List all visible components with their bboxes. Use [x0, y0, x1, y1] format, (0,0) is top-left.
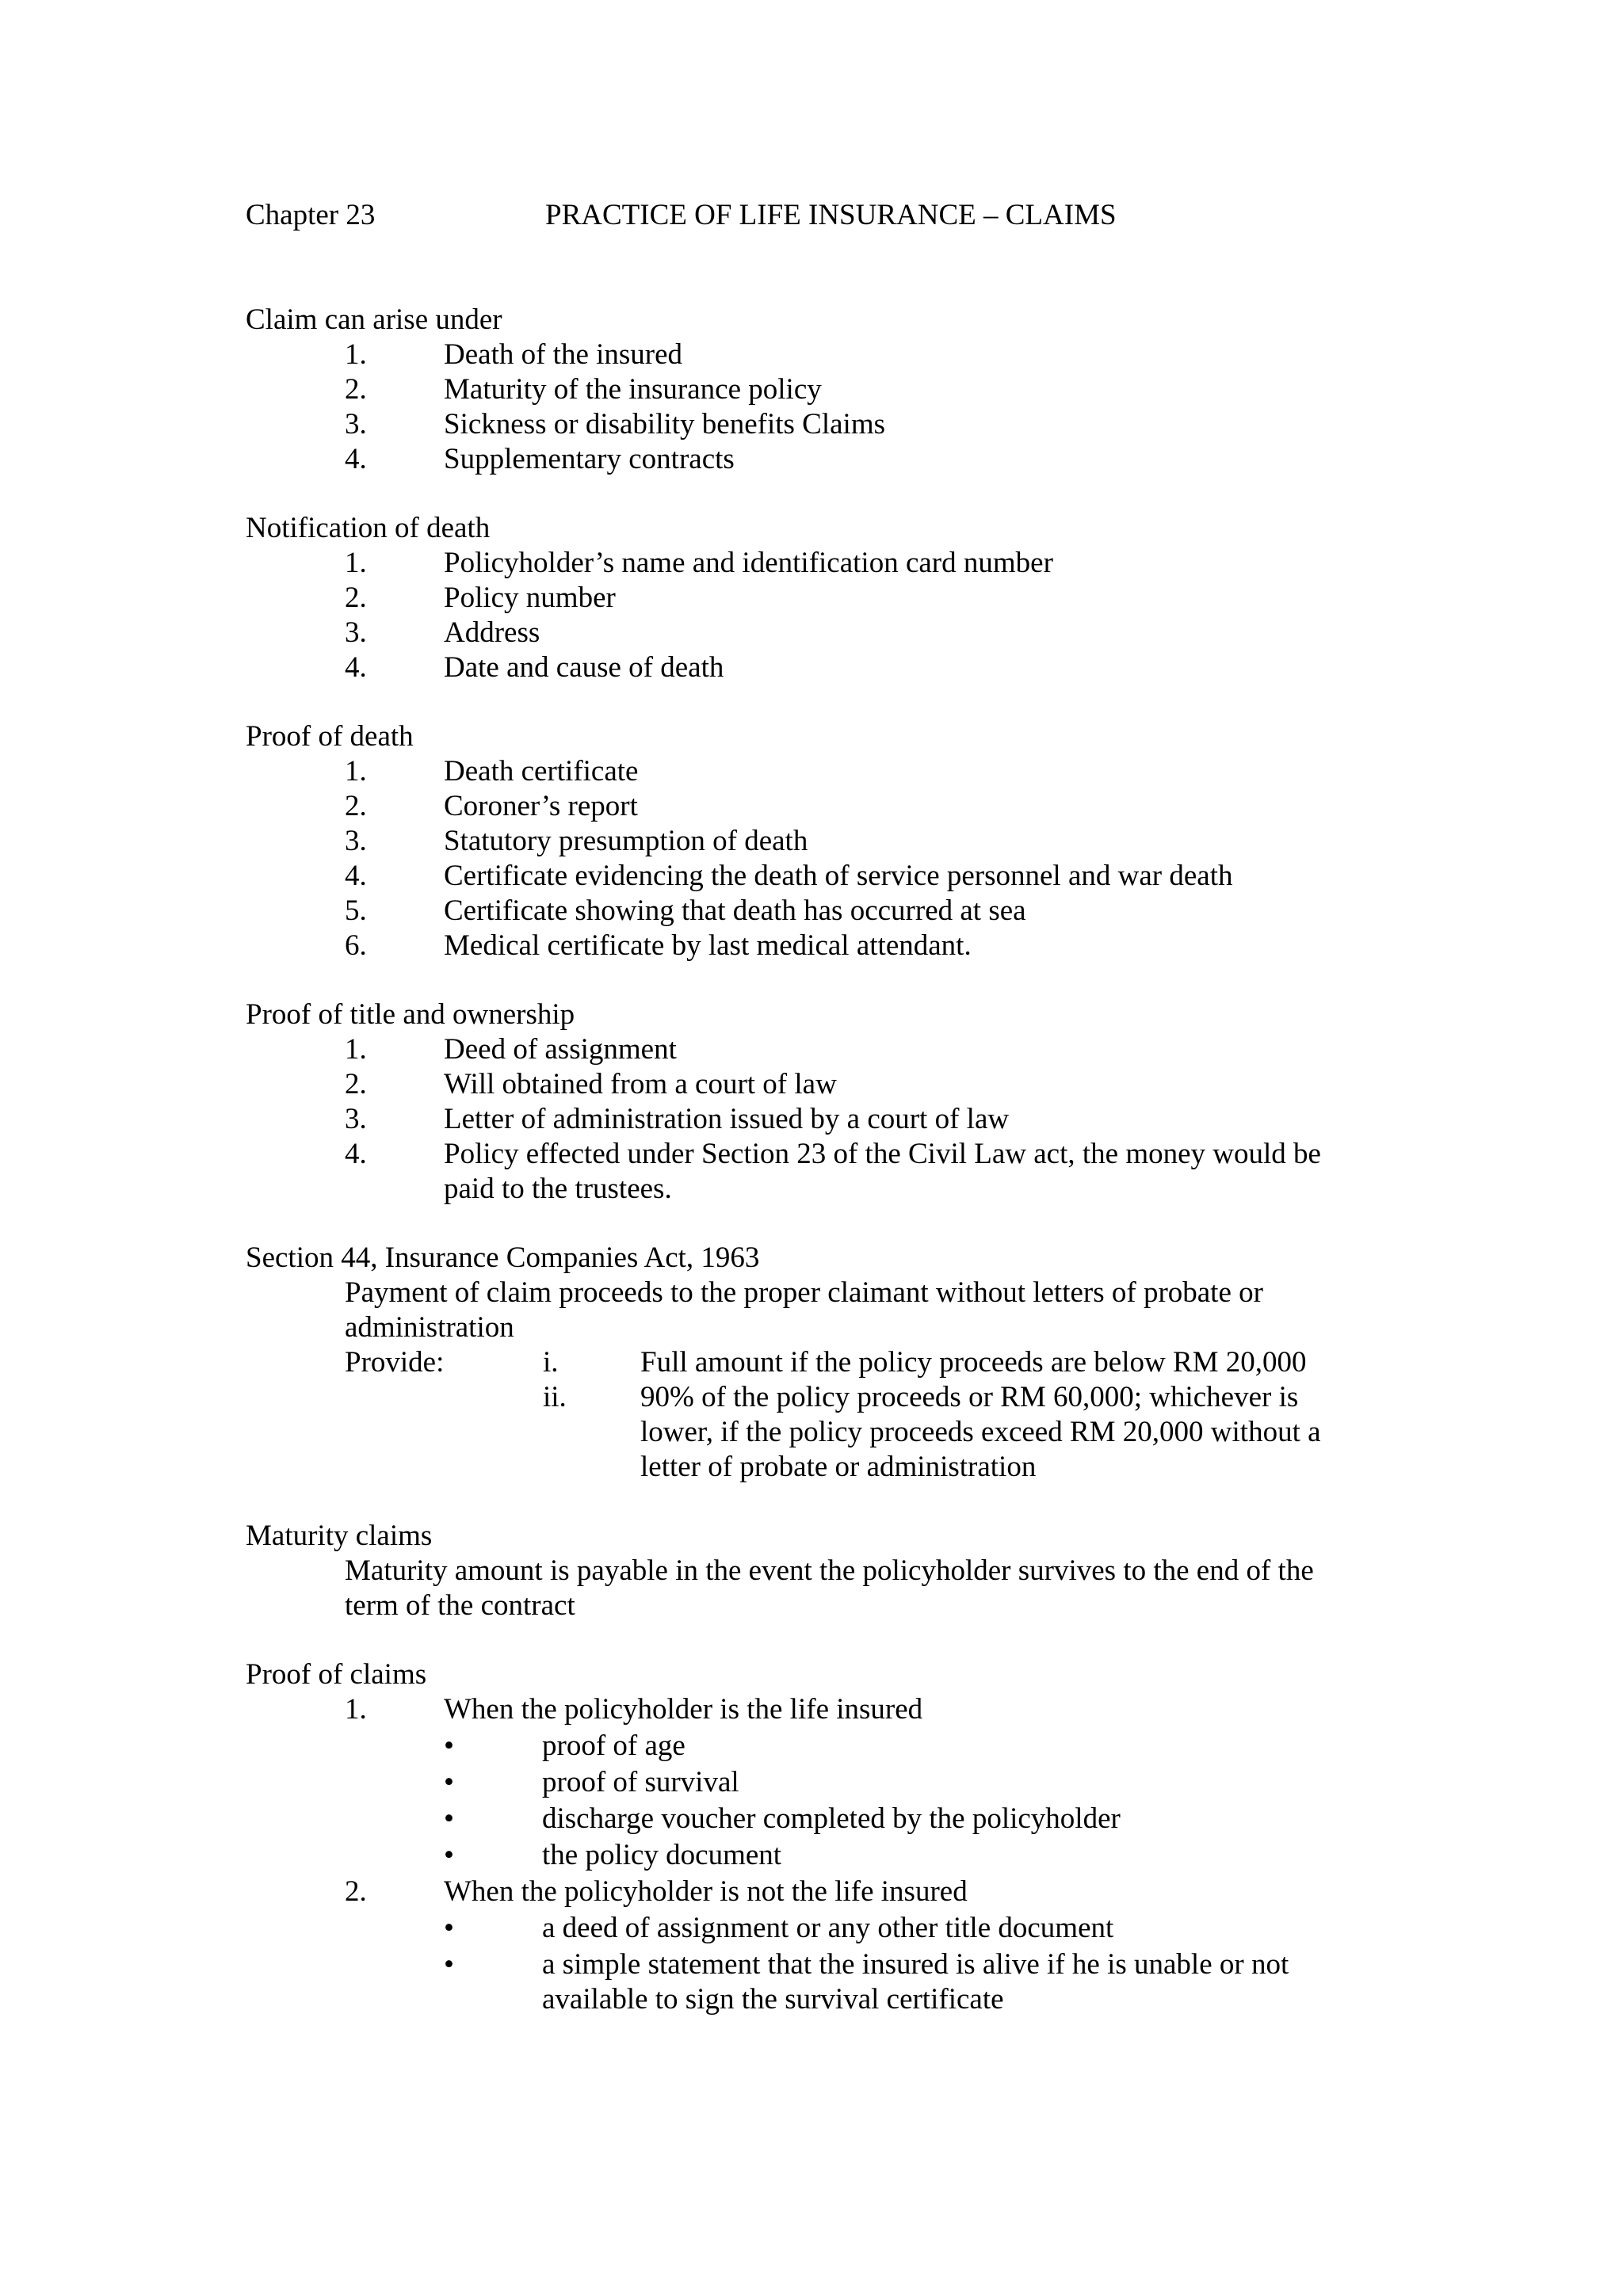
list-item: Address	[444, 616, 540, 649]
section-44-description-cont: administration	[345, 1311, 514, 1344]
list-item: Medical certificate by last medical attendant.	[444, 929, 972, 962]
bullet-item-continuation: available to sign the survival certificate	[542, 1983, 1004, 2016]
list-item: When the policyholder is not the life insured	[444, 1875, 968, 1908]
bullet-icon: •	[444, 1948, 454, 1981]
roman-numeral: i.	[543, 1346, 559, 1379]
list-item-number: 1.	[345, 1693, 367, 1726]
section-heading-proof-of-death: Proof of death	[246, 720, 414, 753]
bullet-icon: •	[444, 1912, 454, 1944]
bullet-item: discharge voucher completed by the policyholder	[542, 1802, 1121, 1835]
chapter-label: Chapter 23	[246, 199, 376, 231]
list-item-number: 1.	[345, 547, 367, 579]
list-item-number: 2.	[345, 1068, 367, 1100]
list-item: When the policyholder is the life insured	[444, 1693, 923, 1726]
list-item-number: 2.	[345, 582, 367, 614]
section-heading-proof-of-title: Proof of title and ownership	[246, 998, 575, 1031]
list-item: Sickness or disability benefits Claims	[444, 408, 886, 441]
list-item-number: 3.	[345, 1103, 367, 1135]
list-item: Supplementary contracts	[444, 443, 735, 475]
section-heading-proof-of-claims: Proof of claims	[246, 1658, 427, 1691]
list-item-number: 1.	[345, 1033, 367, 1066]
list-item-number: 1.	[345, 755, 367, 788]
list-item: Policy effected under Section 23 of the Civil Law act, the money would be	[444, 1138, 1321, 1170]
list-item: Certificate evidencing the death of service personnel and war death	[444, 860, 1233, 892]
bullet-item: proof of survival	[542, 1766, 739, 1798]
section-heading-claim-arise: Claim can arise under	[246, 303, 502, 336]
list-item: Deed of assignment	[444, 1033, 677, 1066]
list-item: Certificate showing that death has occurred at sea	[444, 894, 1026, 927]
bullet-icon: •	[444, 1766, 454, 1798]
list-item: Policy number	[444, 582, 616, 614]
section-44-description: Payment of claim proceeds to the proper claimant without letters of probate or	[345, 1276, 1263, 1309]
provide-item-continuation: letter of probate or administration	[640, 1451, 1037, 1483]
list-item-number: 2.	[345, 1875, 367, 1908]
list-item-number: 3.	[345, 408, 367, 441]
list-item-number: 4.	[345, 443, 367, 475]
list-item-number: 2.	[345, 790, 367, 822]
section-heading-section-44: Section 44, Insurance Companies Act, 1963	[246, 1241, 760, 1274]
maturity-description-cont: term of the contract	[345, 1589, 575, 1622]
list-item: Maturity of the insurance policy	[444, 373, 822, 406]
list-item-number: 3.	[345, 825, 367, 857]
maturity-description: Maturity amount is payable in the event the policyholder survives to the end of the	[345, 1554, 1314, 1587]
bullet-icon: •	[444, 1802, 454, 1835]
provide-label: Provide:	[345, 1346, 445, 1379]
list-item-number: 1.	[345, 338, 367, 371]
provide-item: 90% of the policy proceeds or RM 60,000; whichever is	[640, 1381, 1299, 1413]
roman-numeral: ii.	[543, 1381, 567, 1413]
list-item: Coroner’s report	[444, 790, 638, 822]
bullet-icon: •	[444, 1839, 454, 1871]
list-item-number: 3.	[345, 616, 367, 649]
bullet-item: a deed of assignment or any other title document	[542, 1912, 1114, 1944]
bullet-item: the policy document	[542, 1839, 782, 1871]
list-item-number: 4.	[345, 651, 367, 684]
list-item-number: 2.	[345, 373, 367, 406]
list-item-number: 4.	[345, 1138, 367, 1170]
list-item-number: 6.	[345, 929, 367, 962]
section-heading-notification: Notification of death	[246, 512, 491, 544]
chapter-title: PRACTICE OF LIFE INSURANCE – CLAIMS	[545, 199, 1117, 231]
list-item: Letter of administration issued by a court of law	[444, 1103, 1010, 1135]
list-item-number: 4.	[345, 860, 367, 892]
list-item-number: 5.	[345, 894, 367, 927]
bullet-icon: •	[444, 1730, 454, 1762]
list-item: Death certificate	[444, 755, 639, 788]
section-heading-maturity: Maturity claims	[246, 1520, 433, 1552]
list-item: Death of the insured	[444, 338, 683, 371]
list-item: Statutory presumption of death	[444, 825, 808, 857]
bullet-item: proof of age	[542, 1730, 685, 1762]
list-item: Policyholder’s name and identification card number	[444, 547, 1053, 579]
list-item: Date and cause of death	[444, 651, 724, 684]
provide-item: Full amount if the policy proceeds are below RM 20,000	[640, 1346, 1307, 1379]
bullet-item: a simple statement that the insured is alive if he is unable or not	[542, 1948, 1289, 1981]
provide-item-continuation: lower, if the policy proceeds exceed RM 20,000 without a	[640, 1416, 1321, 1448]
list-item: Will obtained from a court of law	[444, 1068, 837, 1100]
list-item-continuation: paid to the trustees.	[444, 1173, 672, 1205]
